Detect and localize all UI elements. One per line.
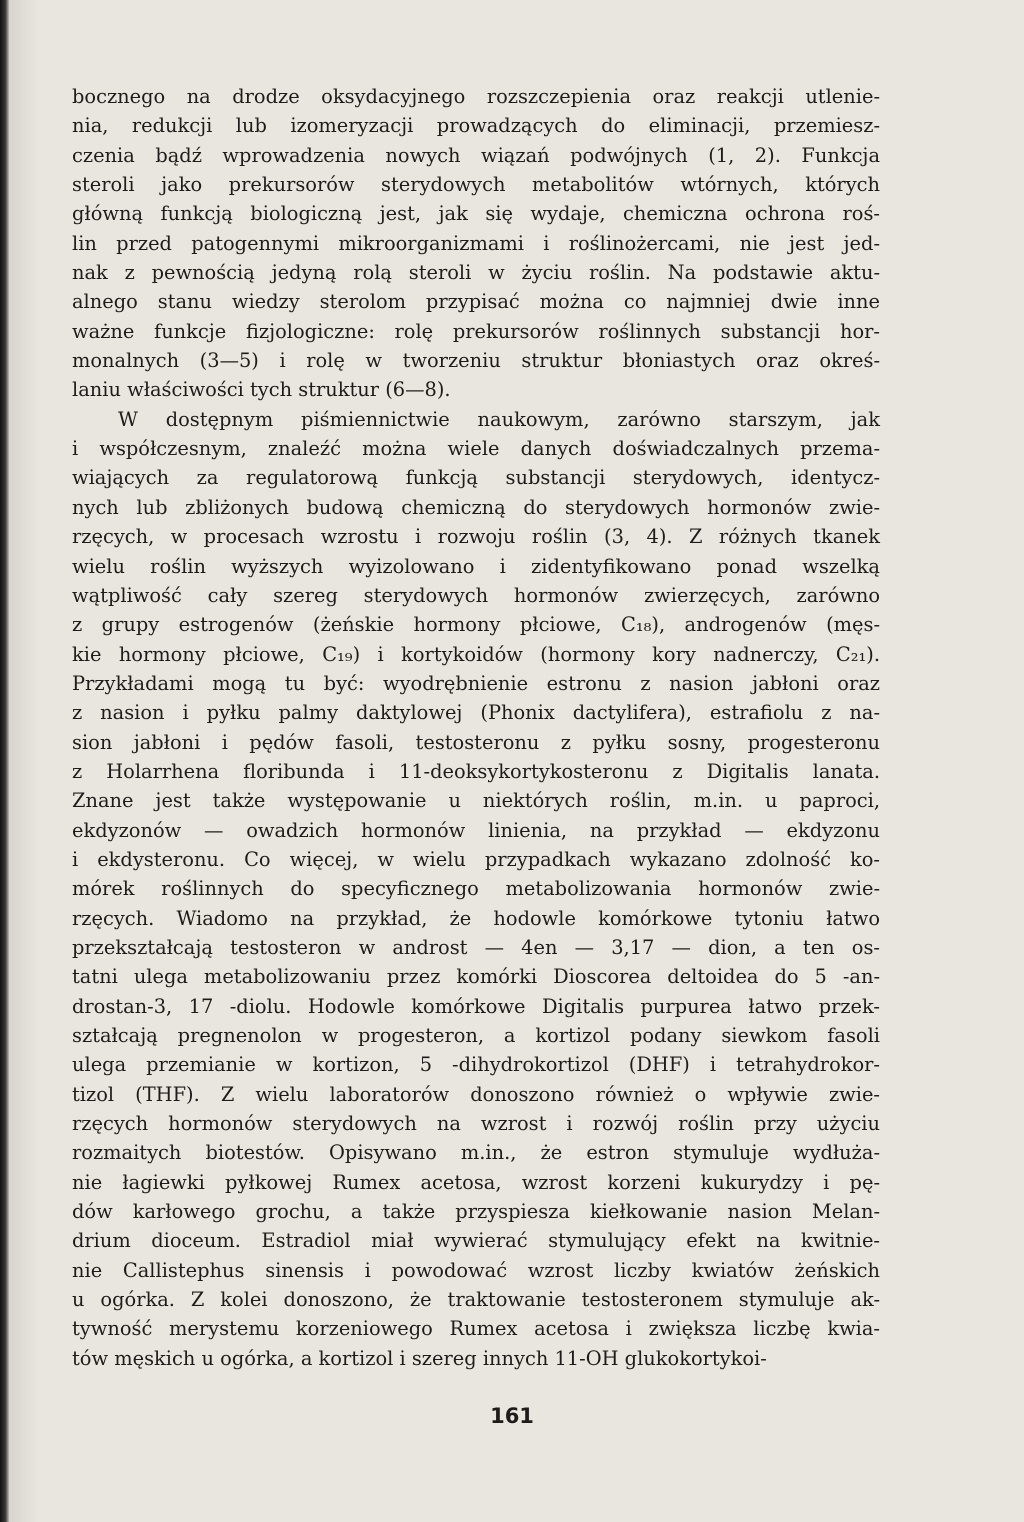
text-line: mórek roślinnych do specyficznego metabolizowania hormonów zwie- (72, 877, 880, 901)
text-line: ulega przemianie w kortizon, 5 -dihydrokortizol (DHF) i tetrahydrokor- (72, 1053, 880, 1077)
text-line: tizol (THF). Z wielu laboratorów donoszono również o wpływie zwie- (72, 1082, 880, 1106)
text-line: tywność merystemu korzeniowego Rumex acetosa i zwiększa liczbę kwia- (72, 1317, 880, 1341)
text-line: wiających za regulatorową funkcją substancji sterydowych, identycz- (72, 466, 880, 490)
text-line: czenia bądź wprowadzenia nowych wiązań podwójnych (1, 2). Funkcja (72, 143, 880, 167)
paragraph (72, 405, 880, 1373)
text-line: nak z pewnością jedyną rolą steroli w życiu roślin. Na podstawie aktu- (72, 261, 880, 285)
text-line: z Holarrhena floribunda i 11-deoksykortykosteronu z Digitalis lanata. (72, 759, 880, 783)
text-line: i ekdysteronu. Co więcej, w wielu przypadkach wykazano zdolność ko- (72, 847, 880, 871)
text-line: kie hormony płciowe, C₁₉) i kortykoidów (hormony kory nadnerczy, C₂₁). (72, 642, 880, 666)
text-line: główną funkcją biologiczną jest, jak się wydaje, chemiczna ochrona roś- (72, 202, 880, 226)
text-line: nie łagiewki pyłkowej Rumex acetosa, wzrost korzeni kukurydzy i pę- (72, 1170, 880, 1194)
text-line: bocznego na drodze oksydacyjnego rozszczepienia oraz reakcji utlenie- (72, 85, 880, 108)
text-line: ważne funkcje fizjologiczne: rolę prekursorów roślinnych substancji hor- (72, 319, 880, 343)
page-number: 161 (490, 1404, 534, 1428)
text-line: u ogórka. Z kolei donoszono, że traktowanie testosteronem stymuluje ak- (72, 1288, 880, 1312)
text-line: sion jabłoni i pędów fasoli, testosteronu z pyłku sosny, progesteronu (72, 730, 880, 754)
text-line: alnego stanu wiedzy sterolom przypisać można co najmniej dwie inne (72, 290, 880, 314)
text-line: nie Callistephus sinensis i powodować wzrost liczby kwiatów żeńskich (72, 1258, 880, 1282)
page-gutter-shadow (9, 0, 39, 1522)
text-line: tów męskich u ogórka, a kortizol i szereg innych 11-OH glukokortykoi- (72, 1346, 767, 1370)
paragraph (72, 82, 880, 405)
text-line: Przykładami mogą tu być: wyodrębnienie estronu z nasion jabłoni oraz (72, 671, 880, 695)
text-line: drium dioceum. Estradiol miał wywierać stymulujący efekt na kwitnie- (72, 1229, 880, 1253)
text-line: ekdyzonów — owadzich hormonów linienia, na przykład — ekdyzonu (72, 818, 880, 842)
text-line: z grupy estrogenów (żeńskie hormony płciowe, C₁₈), androgenów (męs- (72, 613, 880, 637)
text-line: i współczesnym, znaleźć można wiele danych doświadczalnych przema- (72, 437, 880, 461)
text-line: rzęcych hormonów sterydowych na wzrost i rozwój roślin przy użyciu (72, 1112, 880, 1136)
text-line: laniu właściwości tych struktur (6—8). (72, 378, 451, 402)
text-line: dów karłowego grochu, a także przyspiesza kiełkowanie nasion Melan- (72, 1200, 880, 1224)
text-line: W dostępnym piśmiennictwie naukowym, zarówno starszym, jak (118, 407, 880, 431)
text-line: wielu roślin wyższych wyizolowano i zidentyfikowano ponad wszelką (72, 554, 880, 578)
text-line: steroli jako prekursorów sterydowych metabolitów wtórnych, których (72, 173, 880, 197)
text-line: z nasion i pyłku palmy daktylowej (Phonix dactylifera), estrafiolu z na- (72, 701, 880, 725)
text-line: rzęcych, w procesach wzrostu i rozwoju roślin (3, 4). Z różnych tkanek (72, 525, 880, 549)
page-body-text (72, 82, 880, 1373)
text-line: tatni ulega metabolizowaniu przez komórki Dioscorea deltoidea do 5 -an- (72, 965, 880, 989)
text-line: ształcają pregnenolon w progesteron, a kortizol podany siewkom fasoli (72, 1024, 880, 1047)
text-line: monalnych (3—5) i rolę w tworzeniu struktur błoniastych oraz okreś- (72, 349, 880, 373)
text-line: Znane jest także występowanie u niektórych roślin, m.in. u paproci, (72, 789, 880, 813)
binding-edge (0, 0, 9, 1522)
text-line: nia, redukcji lub izomeryzacji prowadzących do eliminacji, przemiesz- (72, 114, 880, 138)
text-line: nych lub zbliżonych budową chemiczną do sterydowych hormonów zwie- (72, 495, 880, 519)
text-line: przekształcają testosteron w androst — 4en — 3,17 — dion, a ten os- (72, 935, 880, 959)
text-line: rzęcych. Wiadomo na przykład, że hodowle komórkowe tytoniu łatwo (72, 906, 880, 930)
text-line: drostan-3, 17 -diolu. Hodowle komórkowe Digitalis purpurea łatwo przek- (72, 994, 880, 1018)
text-line: rozmaitych biotestów. Opisywano m.in., że estron stymuluje wydłuża- (72, 1141, 880, 1165)
text-line: wątpliwość cały szereg sterydowych hormonów zwierzęcych, zarówno (72, 583, 880, 607)
text-line: lin przed patogennymi mikroorganizmami i roślinożercami, nie jest jed- (72, 231, 880, 255)
